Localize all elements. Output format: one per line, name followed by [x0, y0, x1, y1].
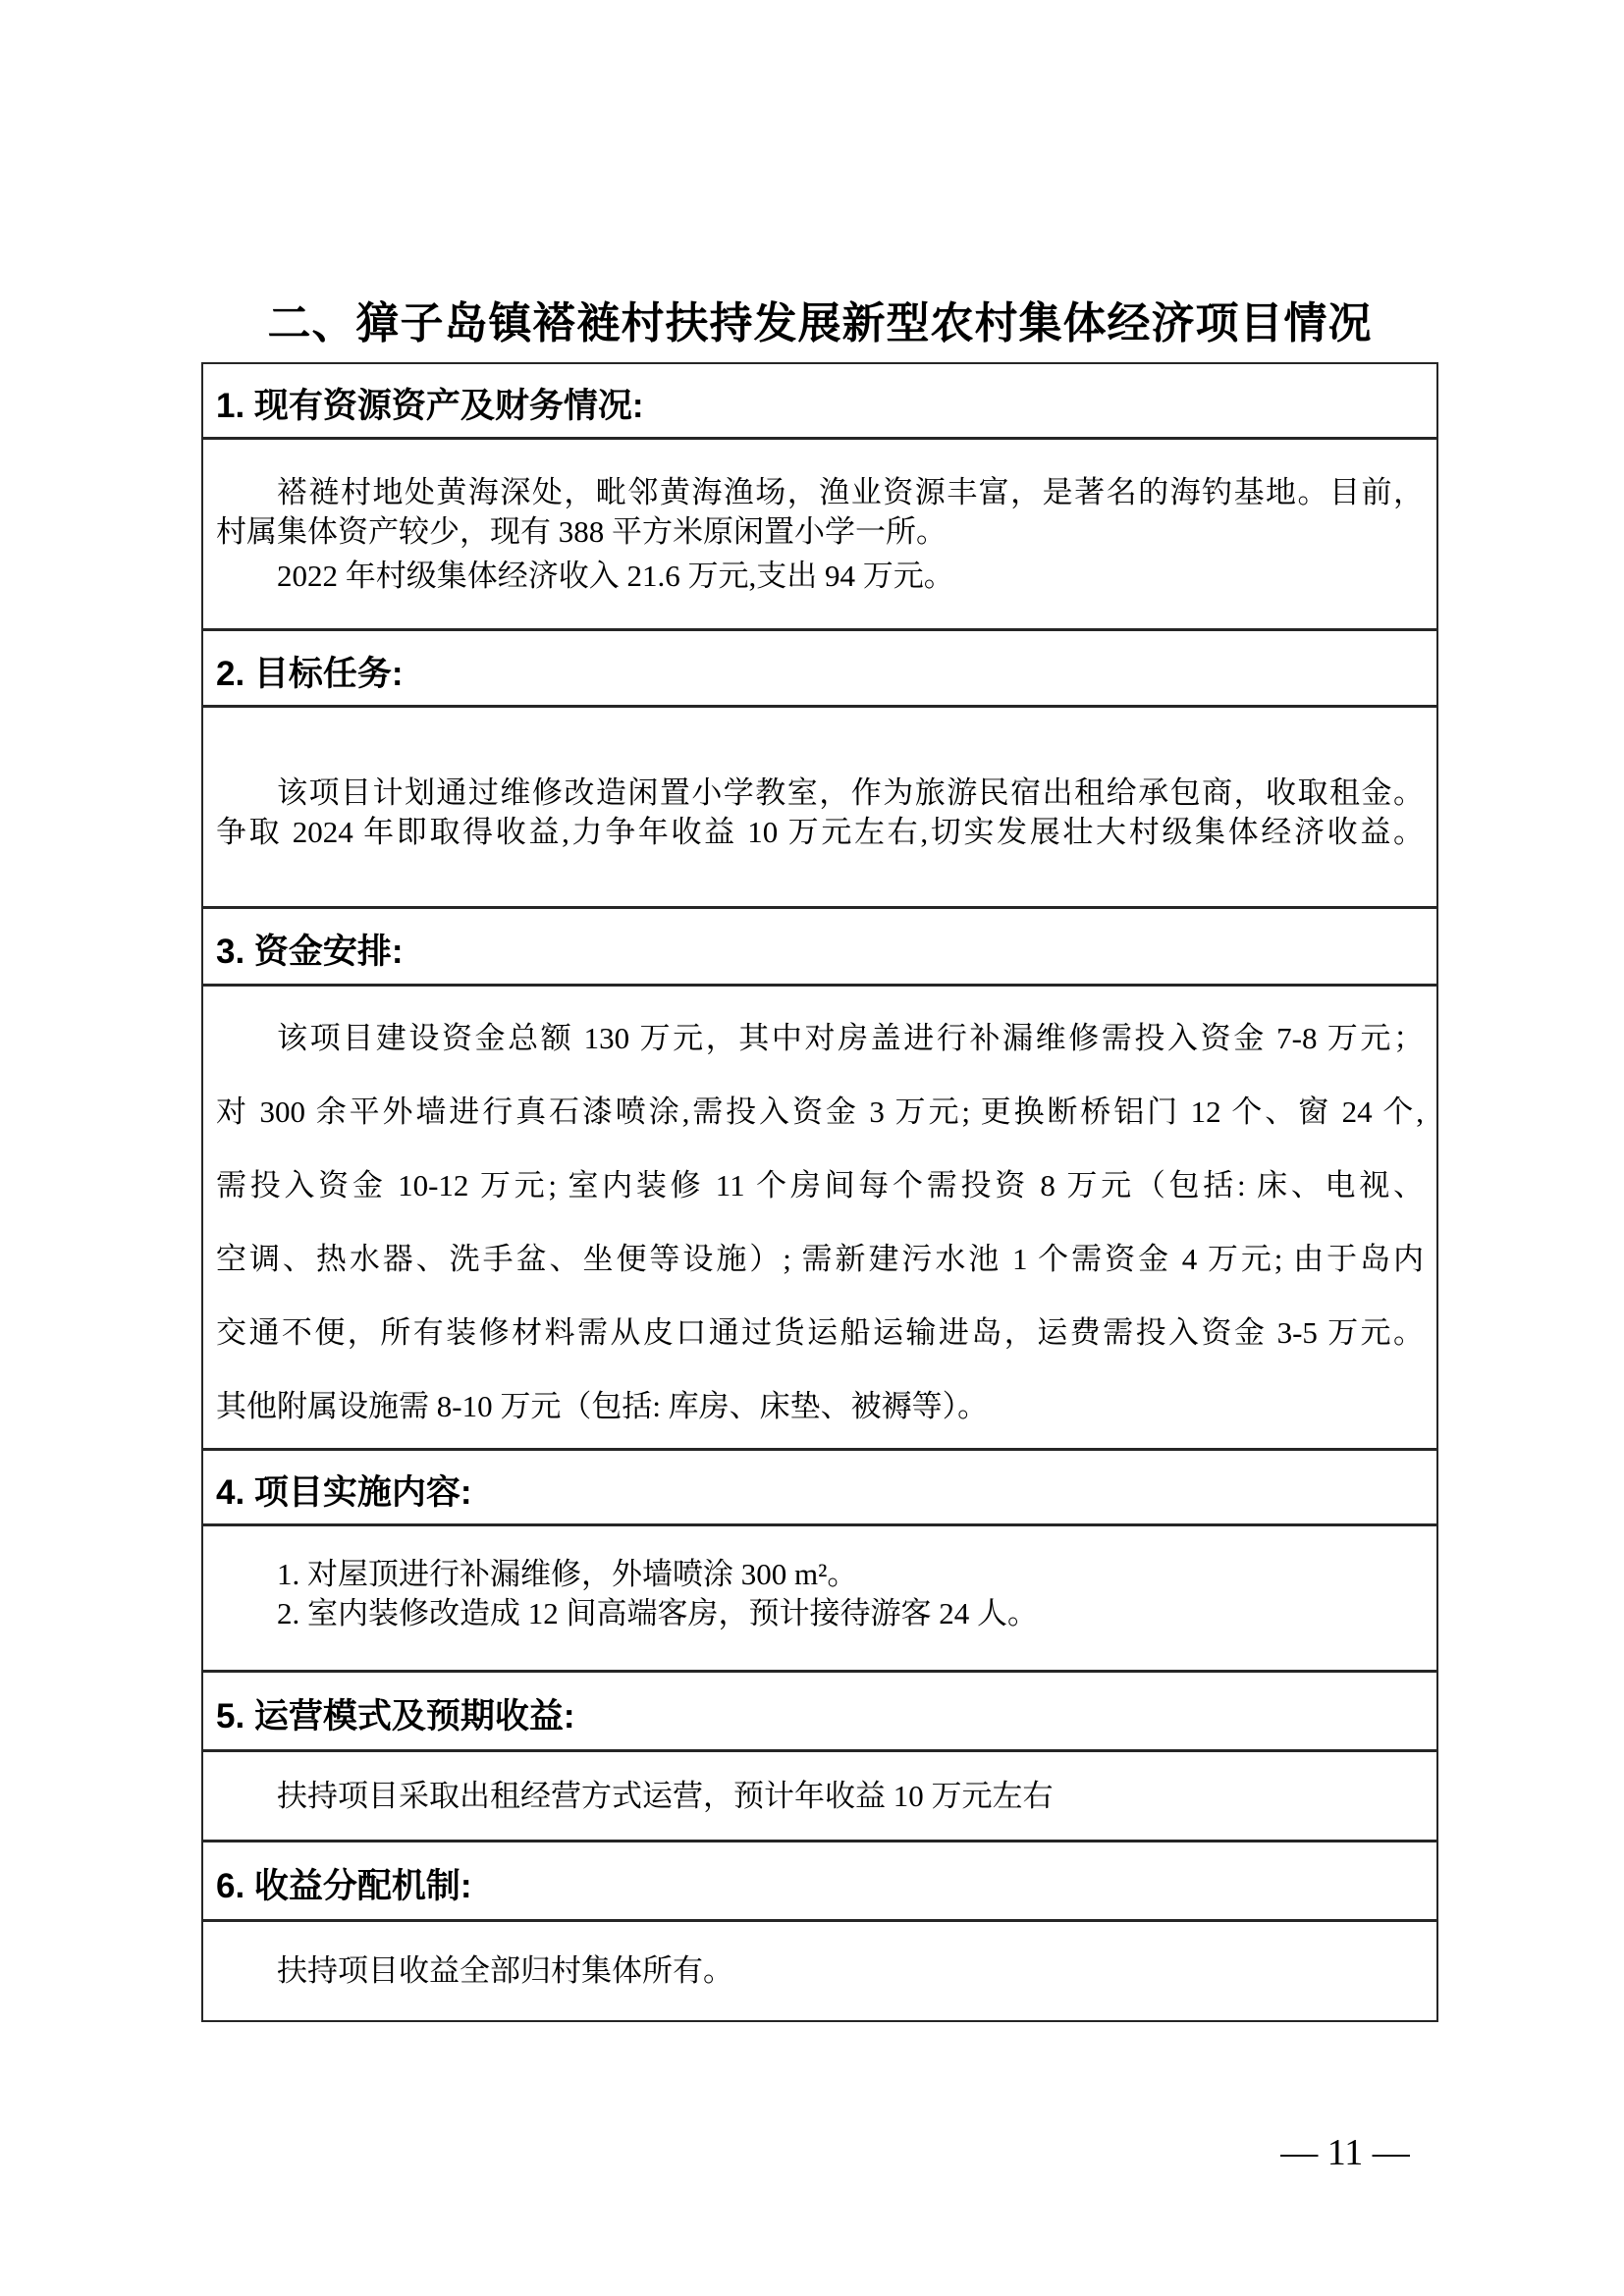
section-2-heading-text: 2. 目标任务:	[216, 654, 404, 693]
section-3-heading-text: 3. 资金安排:	[216, 933, 404, 971]
section-6-content	[203, 1922, 1436, 2020]
section-1-content	[203, 440, 1436, 631]
text-line: 交通不便，所有装修材料需从皮口通过货运船运输进岛，运费需投入资金 3-5 万元。	[216, 1315, 1424, 1350]
text-line: 争取 2024 年即取得收益,力争年收益 10 万元左右,切实发展壮大村级集体经济收益。	[216, 815, 1424, 849]
project-info-table	[201, 362, 1438, 2022]
section-3-heading	[203, 909, 1436, 987]
page-number: — 11 —	[1280, 2132, 1410, 2173]
text-line: 需投入资金 10-12 万元; 室内装修 11 个房间每个需投资 8 万元（包括: 床、电视、	[216, 1168, 1424, 1202]
section-4-content	[203, 1526, 1436, 1673]
text-line: 对 300 余平外墙进行真石漆喷涂,需投入资金 3 万元; 更换断桥铝门 12 个、窗 24 个,	[216, 1095, 1424, 1129]
section-3-content	[203, 987, 1436, 1451]
text-line: 2022 年村级集体经济收入 21.6 万元,支出 94 万元。	[277, 558, 954, 593]
section-1-heading	[203, 364, 1436, 440]
section-4-heading-text: 4. 项目实施内容:	[216, 1473, 472, 1512]
text-line: 1. 对屋顶进行补漏维修，外墙喷涂 300 m²。	[277, 1557, 858, 1591]
text-line: 该项目计划通过维修改造闲置小学教室，作为旅游民宿出租给承包商，收取租金。	[277, 775, 1424, 810]
text-line: 空调、热水器、洗手盆、坐便等设施）; 需新建污水池 1 个需资金 4 万元; 由于岛内	[216, 1242, 1424, 1276]
section-5-heading-text: 5. 运营模式及预期收益:	[216, 1697, 575, 1735]
section-5-content	[203, 1752, 1436, 1842]
section-1-heading-text: 1. 现有资源资产及财务情况:	[216, 387, 644, 425]
section-5-heading	[203, 1673, 1436, 1752]
text-line: 扶持项目收益全部归村集体所有。	[277, 1953, 733, 1988]
section-2-heading	[203, 631, 1436, 708]
section-6-heading-text: 6. 收益分配机制:	[216, 1867, 472, 1905]
text-line: 该项目建设资金总额 130 万元，其中对房盖进行补漏维修需投入资金 7-8 万元；	[277, 1021, 1424, 1055]
text-line: 2. 室内装修改造成 12 间高端客房，预计接待游客 24 人。	[277, 1596, 1038, 1630]
text-line: 褡裢村地处黄海深处，毗邻黄海渔场，渔业资源丰富，是著名的海钓基地。目前，	[277, 474, 1424, 509]
text-line: 扶持项目采取出租经营方式运营，预计年收益 10 万元左右	[277, 1778, 1054, 1813]
text-line: 村属集体资产较少，现有 388 平方米原闲置小学一所。	[216, 513, 947, 549]
page-title: 二、獐子岛镇褡裢村扶持发展新型农村集体经济项目情况	[267, 299, 1373, 347]
section-4-heading	[203, 1451, 1436, 1526]
section-6-heading	[203, 1842, 1436, 1922]
section-2-content	[203, 708, 1436, 909]
text-line: 其他附属设施需 8-10 万元（包括: 库房、床垫、被褥等）。	[216, 1389, 989, 1423]
